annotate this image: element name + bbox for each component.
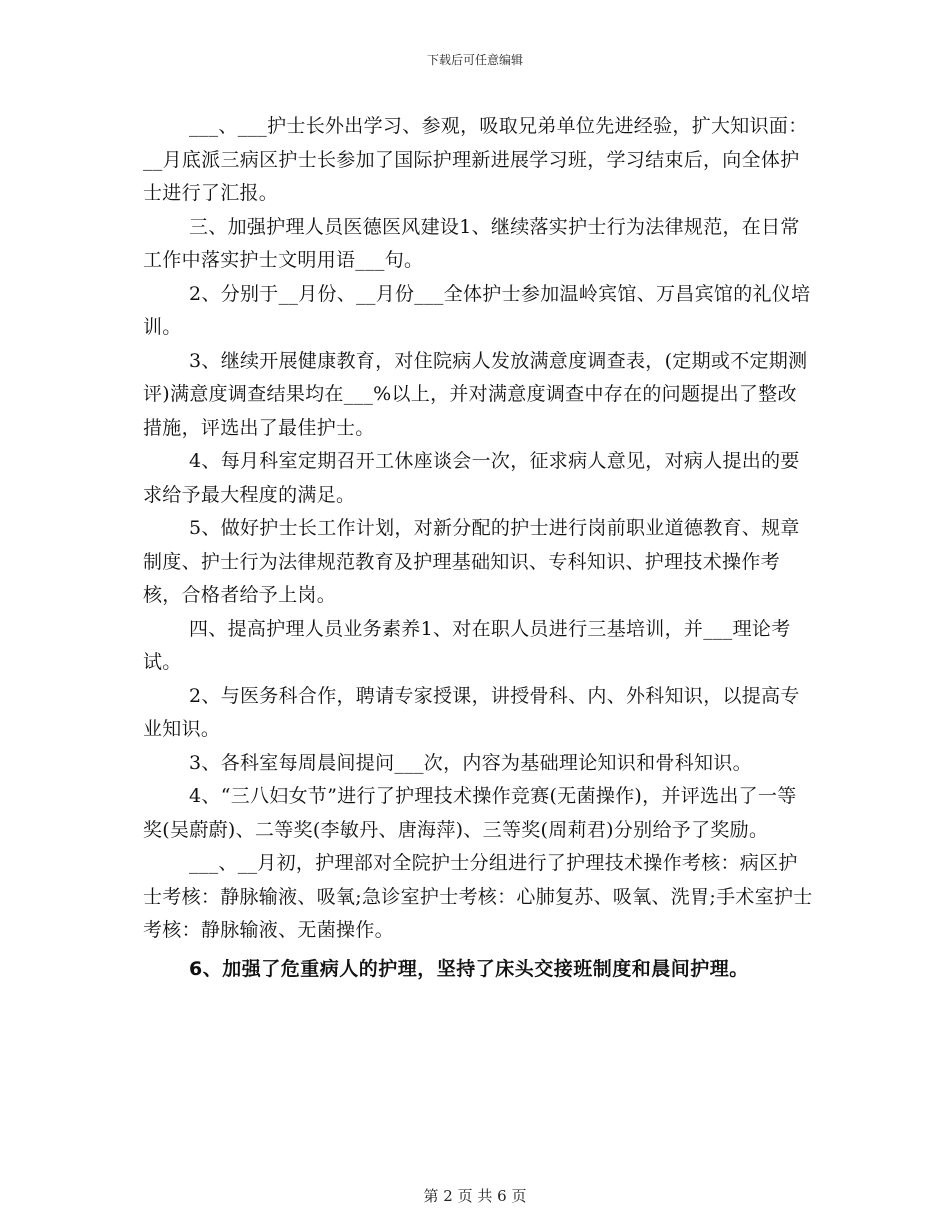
paragraph-skills-assessment: ___、__月初，护理部对全院护士分组进行了护理技术操作考核：病区护士考核：静脉输液、吸氧;急诊室护士考核：心肺复苏、吸氧、洗胃;手术室护士考核：静脉输液、无菌操作。: [143, 852, 813, 941]
paragraph-study-visit: ___、___护士长外出学习、参观，吸取兄弟单位先进经验，扩大知识面：__月底派三病区护士长参加了国际护理新进展学习班，学习结束后，向全体护士进行了汇报。: [143, 115, 808, 204]
paragraph-expert-lectures: 2、与医务科合作，聘请专家授课，讲授骨科、内、外科知识，以提高专业知识。: [143, 684, 800, 740]
paragraph-skills-competition: 4、“三八妇女节”进行了护理技术操作竞赛(无菌操作)，并评选出了一等奖(吴蔚蔚)、二等奖(李敏丹、唐海萍)、三等奖(周莉君)分别给予了奖励。: [143, 785, 797, 841]
paragraph-work-plan: 5、做好护士长工作计划，对新分配的护士进行岗前职业道德教育、规章制度、护士行为法律规范教育及护理基础知识、专科知识、护理技术操作考核，合格者给予上岗。: [143, 517, 800, 606]
paragraph-health-education: 3、继续开展健康教育，对住院病人发放满意度调查表，(定期或不定期测评)满意度调查结果均在___%以上，并对满意度调查中存在的问题提出了整改措施，评选出了最佳护士。: [143, 349, 808, 439]
paragraph-monthly-forum: 4、每月科室定期召开工休座谈会一次，征求病人意见，对病人提出的要求给予最大程度的满足。: [143, 450, 800, 506]
paragraph-morning-questions: 3、各科室每周晨间提问___次，内容为基础理论知识和骨科知识。: [189, 751, 752, 774]
document-body: [143, 110, 813, 986]
paragraph-ethics-building: 三、加强护理人员医德医风建设1、继续落实护士行为法律规范，在日常工作中落实护士文明用语___句。: [143, 215, 800, 271]
page-header-note: 下载后可任意编辑: [426, 53, 523, 67]
paragraph-etiquette-training: 2、分别于__月份、__月份___全体护士参加温岭宾馆、万昌宾馆的礼仪培训。: [143, 282, 811, 338]
paragraph-critical-care-heading: 6、加强了危重病人的护理，坚持了床头交接班制度和晨间护理。: [189, 957, 749, 980]
page-number: 第 2 页 共 6 页: [423, 1187, 527, 1205]
paragraph-quality-training: 四、提高护理人员业务素养1、对在职人员进行三基培训，并___理论考试。: [143, 617, 791, 673]
